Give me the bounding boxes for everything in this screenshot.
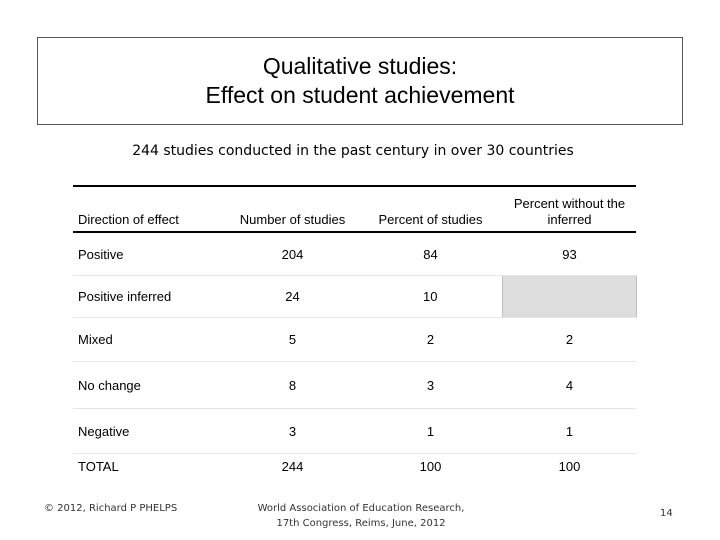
table-total-row bbox=[73, 454, 636, 491]
slide-title-line-1: Qualitative studies: bbox=[262, 53, 458, 79]
cell-percent: 10 bbox=[358, 276, 502, 318]
cell-percent: 3 bbox=[358, 362, 502, 409]
cell-number: 8 bbox=[226, 362, 358, 409]
cell-total-percent: 100 bbox=[419, 459, 442, 474]
cell-percent-without-inferred: 2 bbox=[502, 318, 636, 362]
row-label: Positive inferred bbox=[73, 276, 226, 318]
slide-subtitle: 244 studies conducted in the past century in over 30 countries bbox=[132, 143, 574, 159]
header-direction-of-effect: Direction of effect bbox=[73, 186, 226, 232]
cell-number: 5 bbox=[226, 318, 358, 362]
footer-conference bbox=[238, 501, 484, 531]
cell-percent: 2 bbox=[358, 318, 502, 362]
header-percent-without-inferred: Percent without the inferred bbox=[502, 186, 636, 232]
header-percent-of-studies: Percent of studies bbox=[358, 186, 502, 232]
cell-percent: 84 bbox=[358, 232, 502, 276]
cell-percent-without-inferred: 4 bbox=[502, 362, 636, 409]
cell-number: 204 bbox=[226, 232, 358, 276]
cell-number: 24 bbox=[226, 276, 358, 318]
footer-copyright: © 2012, Richard P PHELPS bbox=[44, 503, 178, 514]
row-label-total: TOTAL bbox=[78, 459, 119, 474]
cell-shaded-empty bbox=[502, 276, 636, 318]
cell-number: 3 bbox=[226, 409, 358, 454]
cell-percent-without-inferred: 1 bbox=[502, 409, 636, 454]
cell-total-number: 244 bbox=[281, 459, 304, 474]
table-row bbox=[73, 362, 636, 409]
row-label: No change bbox=[73, 362, 226, 409]
table-row bbox=[73, 318, 636, 362]
table-header-row bbox=[73, 186, 636, 232]
slide-title-box bbox=[37, 37, 683, 125]
cell-total-percent-without-inferred: 100 bbox=[558, 459, 581, 474]
row-label: Negative bbox=[73, 409, 226, 454]
results-table bbox=[73, 185, 637, 490]
cell-percent-without-inferred: 93 bbox=[502, 232, 636, 276]
table-row bbox=[73, 409, 636, 454]
table-row bbox=[73, 232, 636, 276]
table-row bbox=[73, 276, 636, 318]
slide-title-line-2: Effect on student achievement bbox=[205, 82, 515, 108]
page-number: 14 bbox=[660, 508, 673, 519]
row-label: Positive bbox=[73, 232, 226, 276]
row-label: Mixed bbox=[73, 318, 226, 362]
footer-conference-line-2: 17th Congress, Reims, June, 2012 bbox=[276, 518, 446, 529]
cell-percent: 1 bbox=[358, 409, 502, 454]
footer-conference-line-1: World Association of Education Research, bbox=[257, 503, 465, 514]
header-number-of-studies: Number of studies bbox=[226, 186, 358, 232]
